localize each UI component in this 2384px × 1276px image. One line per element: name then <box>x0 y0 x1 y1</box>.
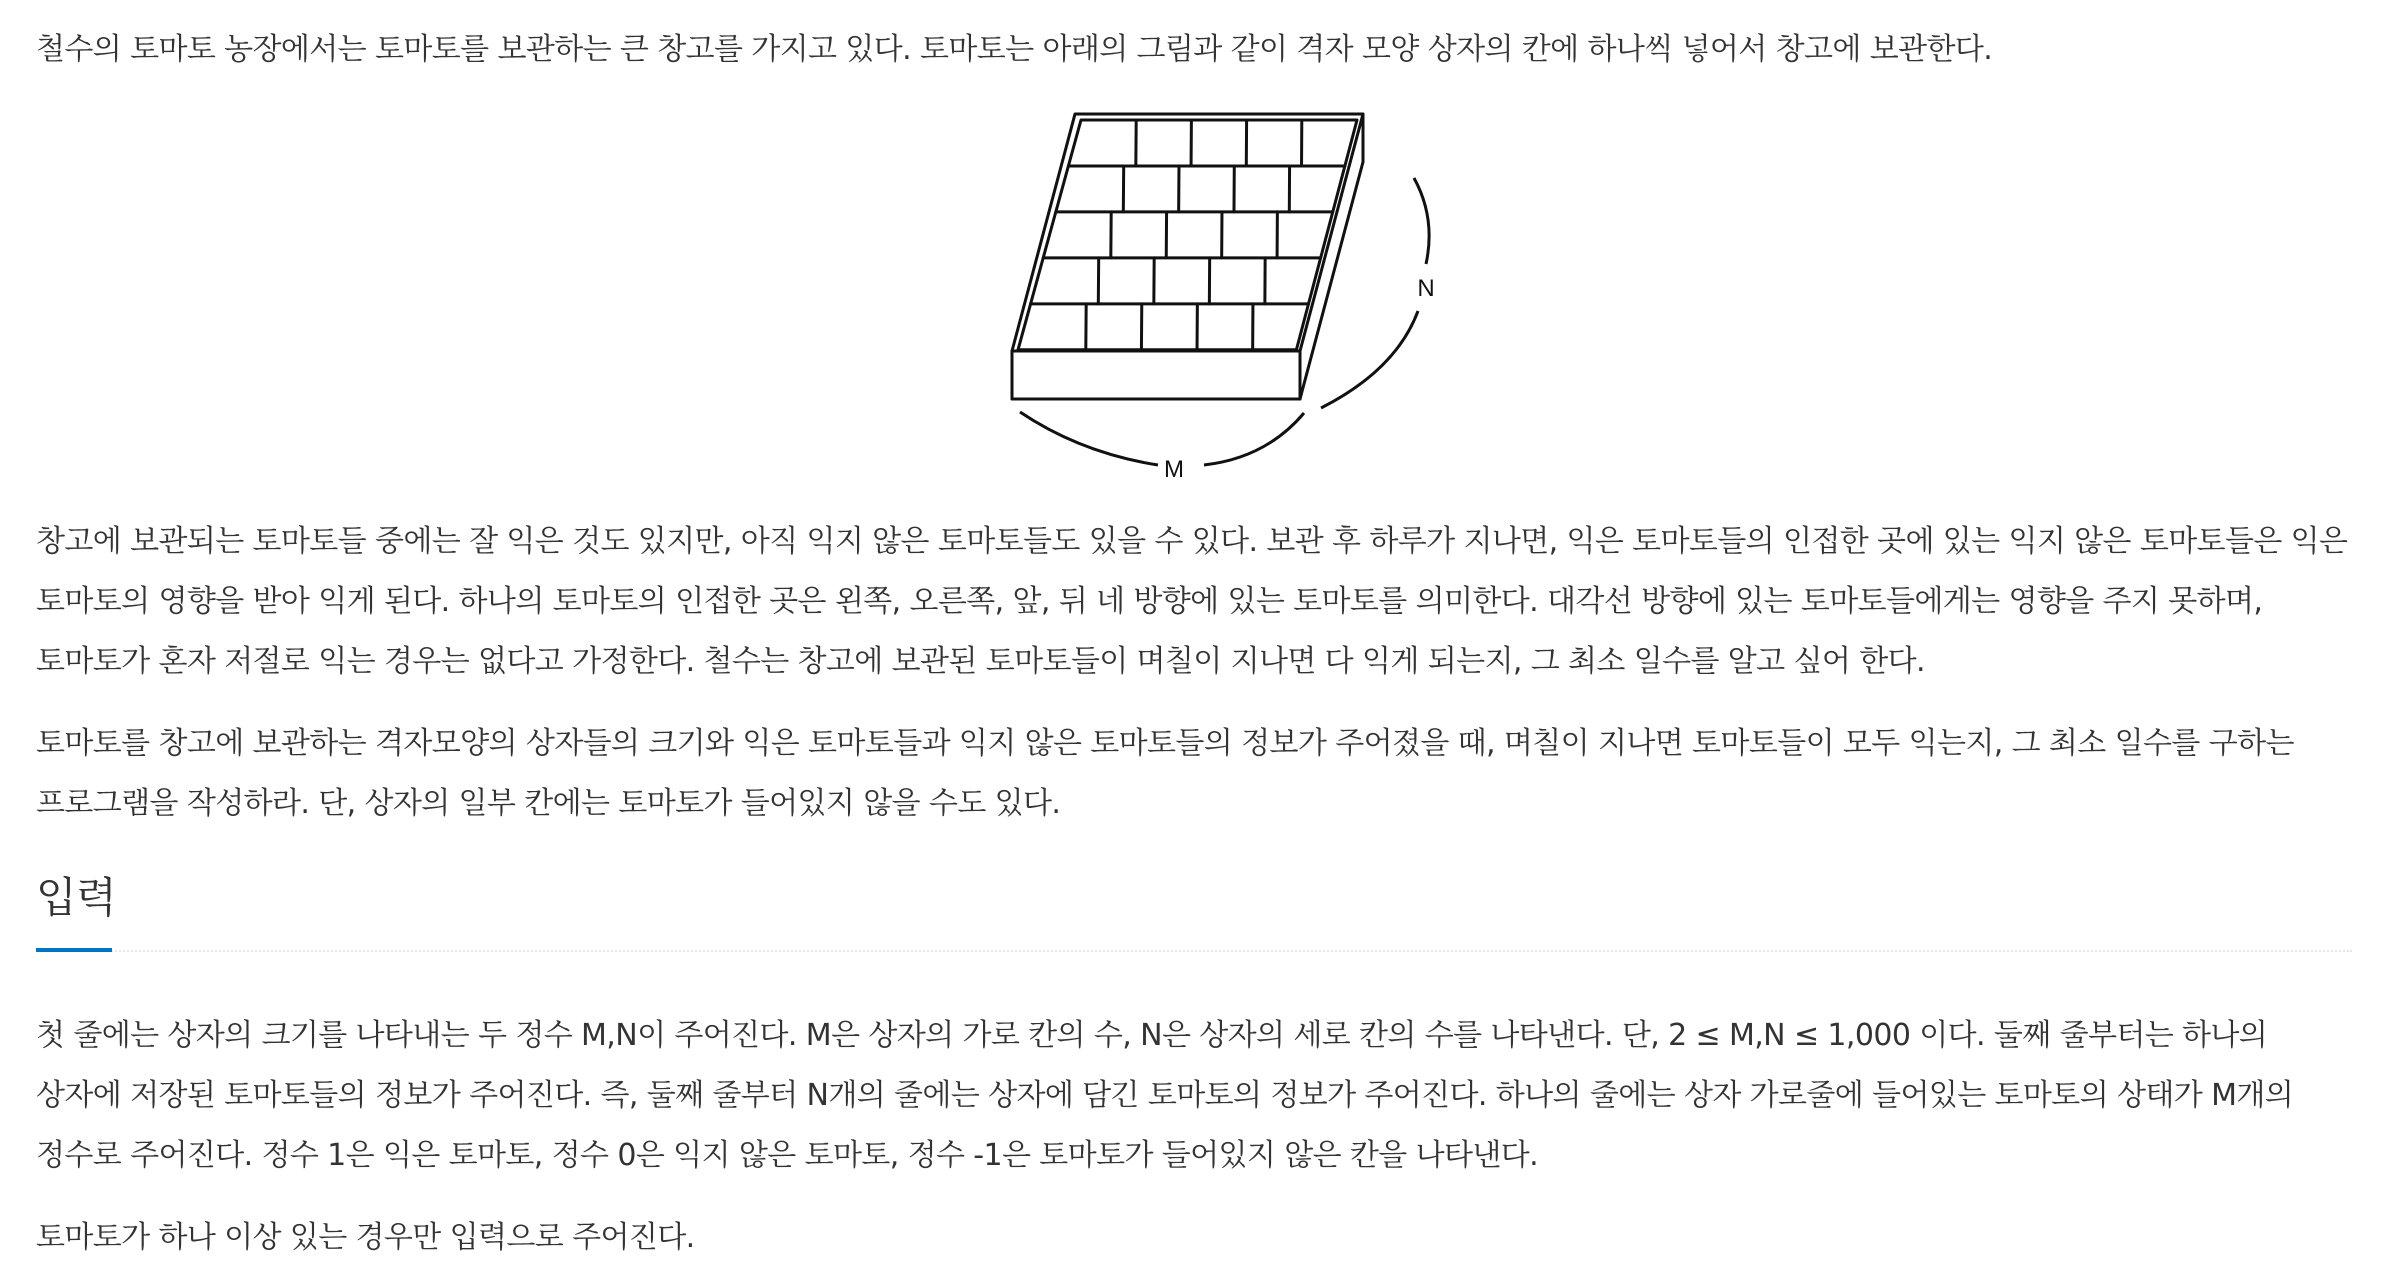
n-dimension-arc <box>1414 178 1429 264</box>
m-dimension-arc <box>1204 413 1304 465</box>
n-label: N <box>1417 275 1435 302</box>
heading-divider <box>36 948 2352 952</box>
problem-intro-text: 철수의 토마토 농장에서는 토마토를 보관하는 큰 창고를 가지고 있다. 토마토는 아래의 그림과 같이 격자 모양 상자의 칸에 하나씩 넣어서 창고에 보관한다. <box>36 32 1993 67</box>
tomato-box-figure <box>976 108 1476 498</box>
m-label: M <box>1164 456 1184 483</box>
input-heading: 입력 <box>36 873 117 922</box>
input-description-paragraph-1: 첫 줄에는 상자의 크기를 나타내는 두 정수 M,N이 주어진다. M은 상자의 가로 칸의 수, N은 상자의 세로 칸의 수를 나타낸다. 단, 2 ≤ M,N ≤ 1,000 이다. 둘째 줄부터는 하나의 상자에 저장된 토마토들의 정보가 주어진다. 즉, 둘째 줄부터 N개의 줄에는 상자에 담긴 토마토의 정보가 주어진다. 하나의 줄에는 상자 가로줄에 들어있는 토마토의 상태가 M개의 정수로 주어진다. 정수 1은 익은 토마토, 정수 0은 익지 않은 토마토, 정수 -1은 토마토가 들어있지 않은 칸을 나타낸다. <box>36 1018 2294 1173</box>
m-dimension-arc <box>1020 412 1158 465</box>
box-top-rim <box>1012 114 1363 351</box>
heading-accent-bar <box>36 948 112 952</box>
n-dimension-arc <box>1321 311 1418 408</box>
tomato-box-illustration <box>976 108 1476 498</box>
problem-description-paragraph-2: 토마토를 창고에 보관하는 격자모양의 상자들의 크기와 익은 토마토들과 익지 않은 토마토들의 정보가 주어졌을 때, 며칠이 지나면 토마토들이 모두 익는지, 그 최소 일수를 구하는 프로그램을 작성하라. 단, 상자의 일부 칸에는 토마토가 들어있지 않을 수도 있다. <box>36 726 2294 821</box>
box-inner-rim <box>1018 120 1357 350</box>
problem-description-paragraph-1: 창고에 보관되는 토마토들 중에는 잘 익은 것도 있지만, 아직 익지 않은 토마토들도 있을 수 있다. 보관 후 하루가 지나면, 익은 토마토들의 인접한 곳에 있는 익지 않은 토마토들은 익은 토마토의 영향을 받아 익게 된다. 하나의 토마토의 인접한 곳은 왼쪽, 오른쪽, 앞, 뒤 네 방향에 있는 토마토를 의미한다. 대각선 방향에 있는 토마토들에게는 영향을 주지 못하며, 토마토가 혼자 저절로 익는 경우는 없다고 가정한다. 철수는 창고에 보관된 토마토들이 며칠이 지나면 다 익게 되는지, 그 최소 일수를 알고 싶어 한다. <box>36 524 2348 679</box>
input-section-header <box>36 868 2352 952</box>
box-right-bottom-edge <box>1300 162 1363 399</box>
input-description-paragraph-2: 토마토가 하나 이상 있는 경우만 입력으로 주어진다. <box>36 1220 695 1255</box>
